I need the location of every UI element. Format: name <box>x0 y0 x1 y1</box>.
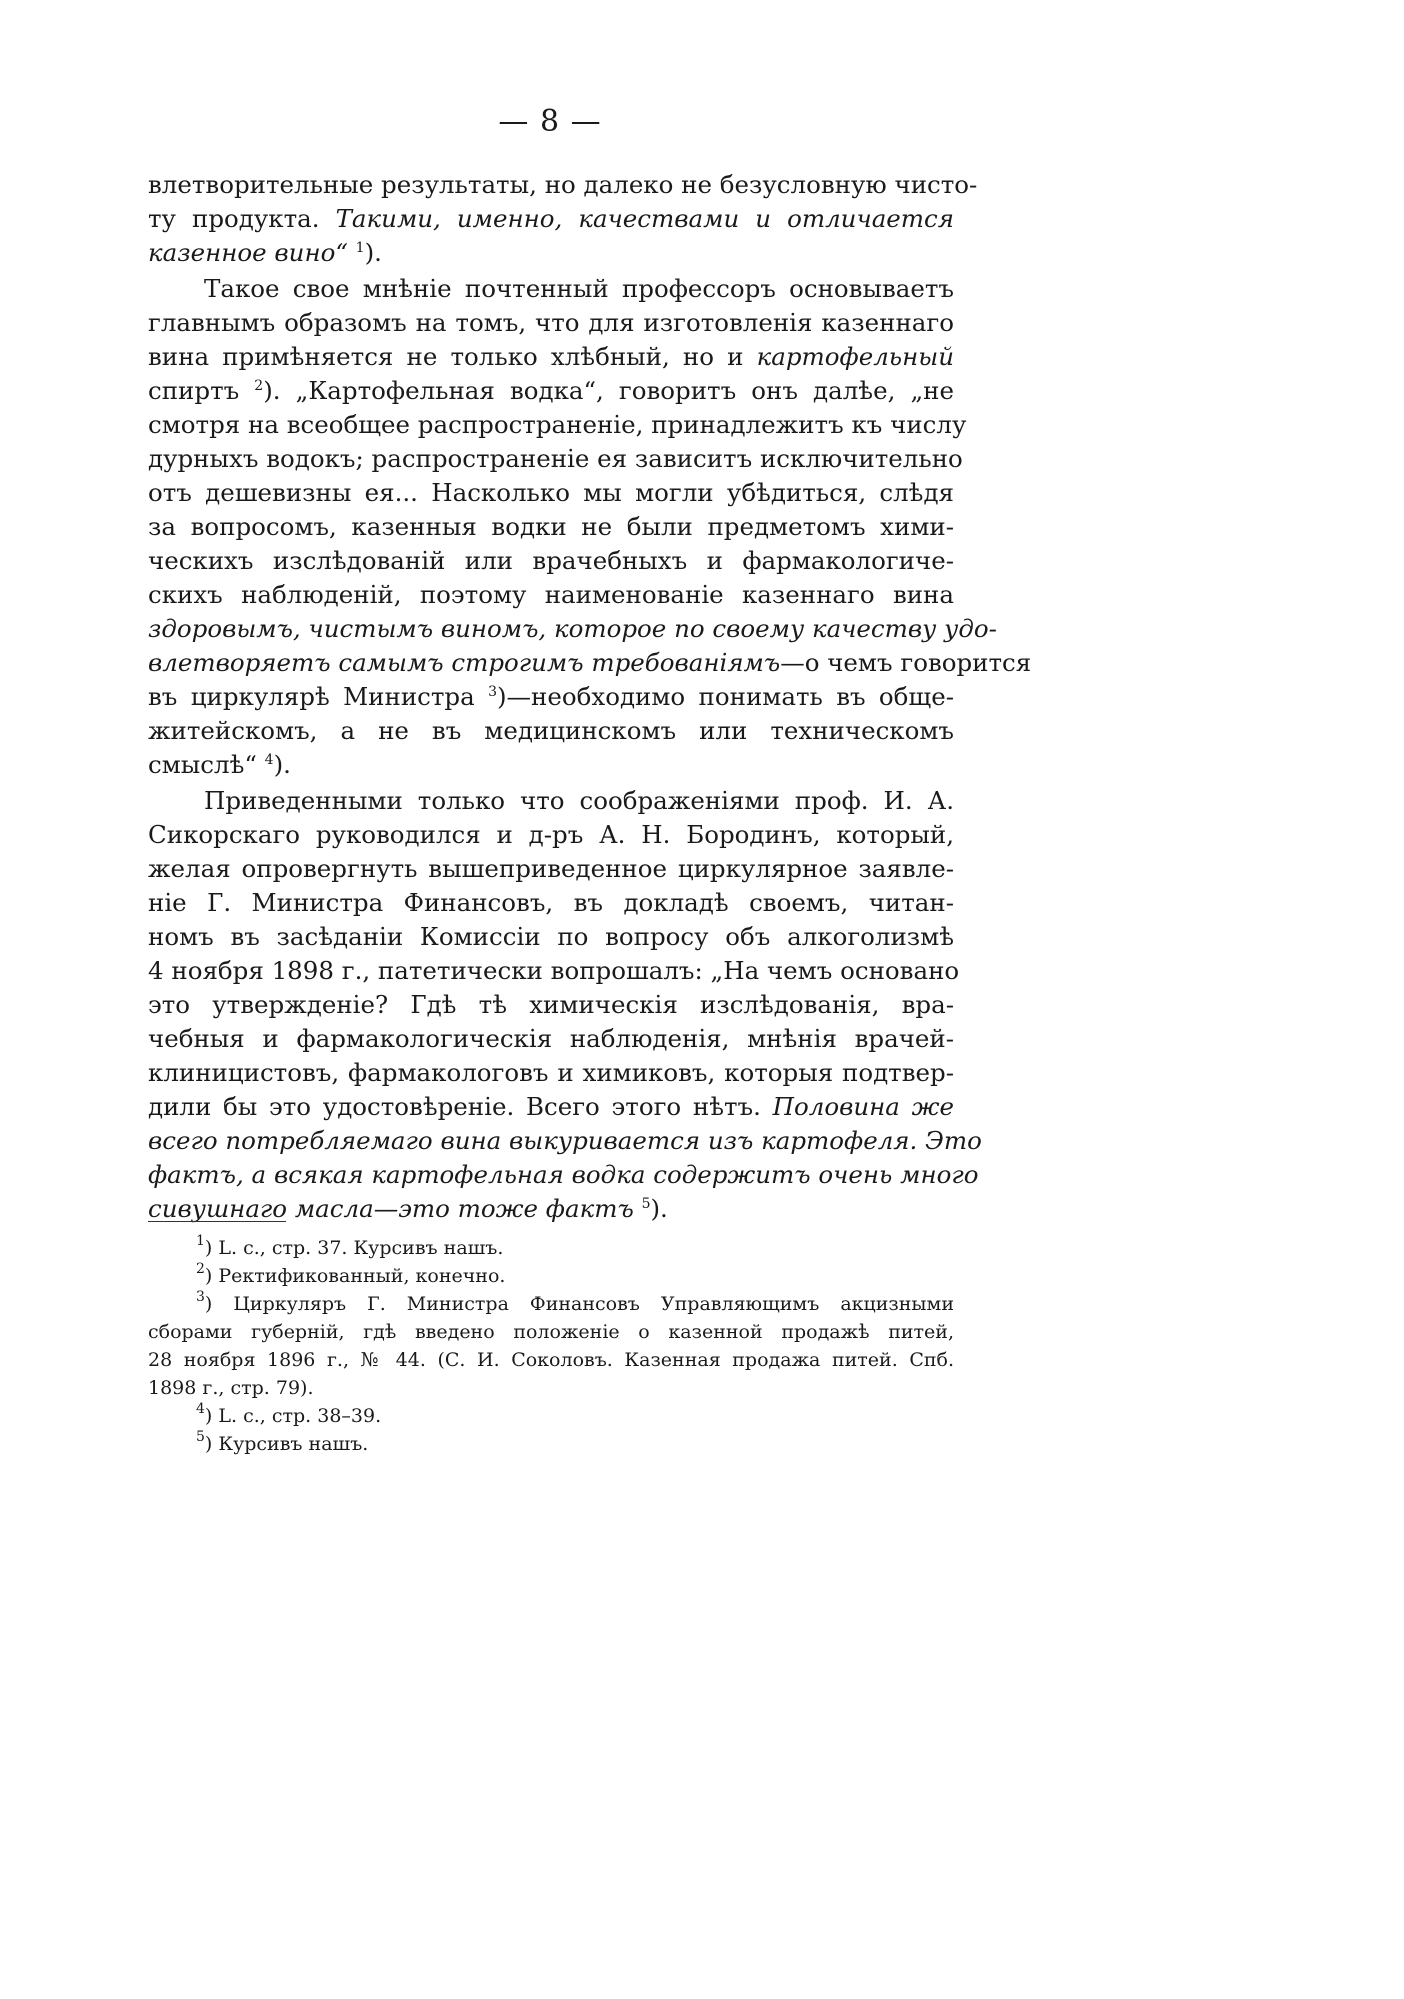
text-line <box>148 920 954 954</box>
text-line <box>148 886 954 920</box>
text-run: номъ въ засѣданіи Комиссіи по вопросу объ алкоголизмѣ <box>148 922 954 951</box>
text-run: ) Ректификованный, конечно. <box>204 1265 506 1287</box>
footnote-ref: 5 <box>196 1429 205 1445</box>
text-run: чебныя и фармакологическія наблюденія, мнѣнія врачей- <box>148 1024 954 1053</box>
text-run: ) L. c., стр. 37. Курсивъ нашъ. <box>204 1237 504 1259</box>
footnote-ref: 3 <box>488 684 497 700</box>
italic-text: всего потребляемаго вина выкуривается изъ картофеля. Это <box>148 1126 982 1155</box>
text-run: сборами губерній, гдѣ введено положеніе о казенной продажѣ питей, <box>148 1321 954 1343</box>
text-run: смыслѣ“ <box>148 750 265 779</box>
footnote-line <box>148 1374 314 1402</box>
footnote-line <box>196 1402 381 1430</box>
footnote-line <box>196 1290 954 1318</box>
text-line <box>148 408 967 442</box>
text-run: ) Курсивъ нашъ. <box>204 1433 369 1455</box>
text-line <box>148 988 954 1022</box>
text-run: Такое свое мнѣніе почтенный профессоръ основываетъ <box>204 274 954 303</box>
text-run: смотря на всеобщее распространеніе, принадлежитъ къ числу <box>148 410 967 439</box>
page-number: — 8 — <box>498 104 602 139</box>
text-run: ). <box>273 750 291 779</box>
italic-text: влетворяетъ самымъ строгимъ требованіямъ <box>148 648 781 677</box>
text-run: 28 ноября 1896 г., № 44. (С. И. Соколовъ. Казенная продажа питей. Спб. <box>148 1349 954 1371</box>
italic-text: сивушнаго масла—это тоже фактъ <box>148 1194 634 1223</box>
text-run: 4 ноября 1898 г., патетически вопрошалъ: „На чемъ основано <box>148 956 960 985</box>
text-run <box>634 1194 642 1223</box>
text-run: ) Циркуляръ Г. Министра Финансовъ Управляющимъ акцизными <box>204 1293 954 1315</box>
footnote-line <box>196 1262 505 1290</box>
text-run: отъ дешевизны ея... Насколько мы могли убѣдиться, слѣдя <box>148 478 954 507</box>
text-run: за вопросомъ, казенныя водки не были предметомъ хими- <box>148 512 954 541</box>
text-line <box>148 954 960 988</box>
text-run: влетворительные результаты, но далеко не безусловную чисто- <box>148 170 978 199</box>
italic-text: картофельный <box>756 342 954 371</box>
footnote-ref: 4 <box>264 752 274 768</box>
text-run: ). <box>650 1194 668 1223</box>
text-line <box>148 340 954 374</box>
text-run: ). „Картофельная водка“, говоритъ онъ далѣе, „не <box>263 376 954 405</box>
text-line <box>148 714 954 748</box>
text-run: —о чемъ говорится <box>780 648 1032 677</box>
text-line <box>148 236 382 270</box>
footnote-ref: 3 <box>196 1289 205 1305</box>
text-line <box>148 1124 982 1158</box>
footnote-ref: 2 <box>196 1261 205 1277</box>
text-line <box>148 306 954 340</box>
text-run: скихъ наблюденій, поэтому наименованіе казеннаго вина <box>148 580 954 609</box>
text-line <box>148 1158 979 1192</box>
footnote-line <box>148 1318 954 1346</box>
text-run: вина примѣняется не только хлѣбный, но и <box>148 342 757 371</box>
footnote-ref: 4 <box>196 1401 205 1417</box>
footnote-line <box>196 1234 503 1262</box>
text-line <box>148 202 954 236</box>
footnote-ref: 1 <box>196 1233 205 1249</box>
italic-text: Такими, именно, качествами и отличается <box>335 204 954 233</box>
italic-text: Половина же <box>772 1092 954 1121</box>
text-line <box>148 578 954 612</box>
text-line <box>148 476 954 510</box>
footnote-line <box>196 1430 368 1458</box>
text-line <box>148 442 963 476</box>
text-line <box>148 612 997 646</box>
italic-text: казенное вино“ <box>148 238 348 267</box>
text-line <box>148 748 291 782</box>
footnote-ref: 2 <box>254 378 264 394</box>
text-run: житейскомъ, а не въ медицинскомъ или техническомъ <box>148 716 954 745</box>
text-run: Приведенными только что соображеніями проф. И. А. <box>204 786 954 815</box>
text-run: ). <box>364 238 382 267</box>
paragraph-start-line <box>204 272 954 306</box>
text-line <box>148 374 954 408</box>
text-run: )—необходимо понимать въ обще- <box>497 682 954 711</box>
italic-text: здоровымъ, чистымъ виномъ, которое по своему качеству удо- <box>148 614 997 643</box>
text-line <box>148 510 954 544</box>
text-line <box>148 646 1032 680</box>
text-line <box>148 544 954 578</box>
text-run: ческихъ изслѣдованій или врачебныхъ и фармакологиче- <box>148 546 954 575</box>
text-run: ) L. c., стр. 38–39. <box>204 1405 382 1427</box>
text-run: ту продукта. <box>148 204 336 233</box>
paragraph-start-line <box>204 784 954 818</box>
text-run: дили бы это удостовѣреніе. Всего этого нѣтъ. <box>148 1092 773 1121</box>
text-run: дурныхъ водокъ; распространеніе ея зависитъ исключительно <box>148 444 963 473</box>
footnote-ref: 5 <box>641 1196 651 1212</box>
text-run: 1898 г., стр. 79). <box>148 1377 314 1399</box>
text-line <box>148 680 954 714</box>
text-run: въ циркулярѣ Министра <box>148 682 489 711</box>
text-line <box>148 1022 954 1056</box>
text-run: желая опровергнуть вышеприведенное циркулярное заявле- <box>148 854 954 883</box>
text-run: Сикорскаго руководился и д-ръ А. Н. Бородинъ, который, <box>148 820 954 849</box>
text-run: это утвержденіе? Гдѣ тѣ химическія изслѣдованія, вра- <box>148 990 954 1019</box>
text-run <box>348 238 356 267</box>
text-run: главнымъ образомъ на томъ, что для изготовленія казеннаго <box>148 308 954 337</box>
text-run: спиртъ <box>148 376 255 405</box>
text-line <box>148 852 954 886</box>
text-run: клиницистовъ, фармакологовъ и химиковъ, которыя подтвер- <box>148 1058 954 1087</box>
text-line <box>148 168 978 202</box>
footnote-line <box>148 1346 954 1374</box>
text-line <box>148 818 954 852</box>
text-run: ніе Г. Министра Финансовъ, въ докладѣ своемъ, читан- <box>148 888 954 917</box>
footnote-divider <box>148 1221 286 1222</box>
text-line <box>148 1056 954 1090</box>
text-line <box>148 1090 954 1124</box>
italic-text: фактъ, а всякая картофельная водка содержитъ очень много <box>148 1160 979 1189</box>
footnote-ref: 1 <box>355 240 365 256</box>
